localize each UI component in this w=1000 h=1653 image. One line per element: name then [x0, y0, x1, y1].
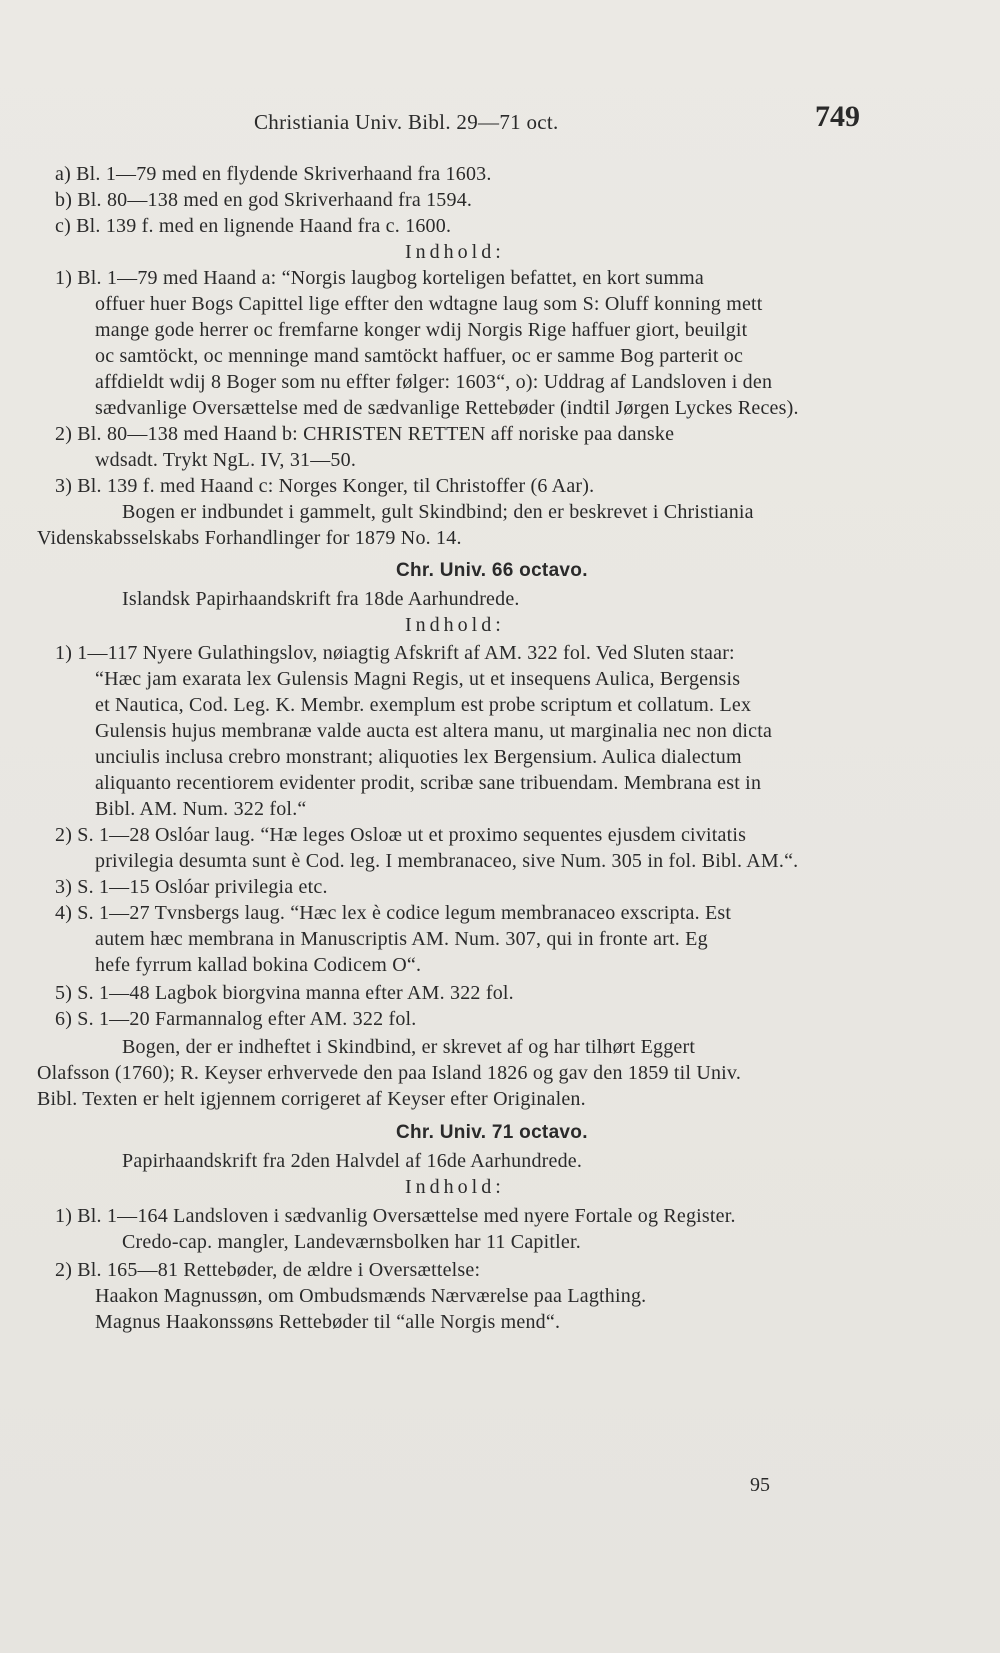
item-line: 4) S. 1—27 Tvnsbergs laug. “Hæc lex è codice legum membranaceo exscripta. Est: [55, 902, 732, 924]
item-line: Credo-cap. mangler, Landeværnsbolken har 11 Capitler.: [122, 1231, 581, 1253]
item-line: autem hæc membrana in Manuscriptis AM. Num. 307, qui in fronte art. Eg: [95, 928, 708, 950]
item-line: Haakon Magnussøn, om Ombudsmænds Nærværelse paa Lagthing.: [95, 1285, 647, 1307]
paragraph-line: Videnskabsselskabs Forhandlinger for 1879 No. 14.: [37, 527, 462, 549]
item-line: aliquanto recentiorem evidenter prodit, scribæ sane tribuendam. Membrana est in: [95, 772, 762, 794]
item-line: “Hæc jam exarata lex Gulensis Magni Regis, ut et insequens Aulica, Bergensis: [95, 668, 741, 690]
paragraph-line: Bibl. Texten er helt igjennem corrigeret af Keyser efter Originalen.: [37, 1088, 586, 1110]
item-line: mange gode herrer oc fremfarne konger wdij Norgis Rige haffuer giort, beuilgit: [95, 319, 748, 341]
item-line: 2) Bl. 80—138 med Haand b: CHRISTEN RETTEN aff noriske paa danske: [55, 423, 675, 445]
item-line: Magnus Haakonssøns Rettebøder til “alle Norgis mend“.: [95, 1311, 561, 1333]
item-line: 2) S. 1—28 Oslóar laug. “Hæ leges Osloæ ut et proximo sequentes ejusdem civitatis: [55, 824, 747, 846]
section-subtitle: Papirhaandskrift fra 2den Halvdel af 16de Aarhundrede.: [122, 1150, 583, 1172]
item-line: privilegia desumta sunt è Cod. leg. I membranaceo, sive Num. 305 in fol. Bibl. AM.“.: [95, 850, 799, 872]
paragraph-line: Bogen er indbundet i gammelt, gult Skindbind; den er beskrevet i Christiania: [122, 501, 754, 523]
item-line: 5) S. 1—48 Lagbok biorgvina manna efter AM. 322 fol.: [55, 982, 514, 1004]
item-line: sædvanlige Oversættelse med de sædvanlige Rettebøder (indtil Jørgen Lyckes Reces).: [95, 397, 799, 419]
part-b: b) Bl. 80—138 med en god Skriverhaand fra 1594.: [55, 189, 473, 211]
item-line: et Nautica, Cod. Leg. K. Membr. exemplum est probe scriptum et collatum. Lex: [95, 694, 752, 716]
paragraph-line: Olafsson (1760); R. Keyser erhvervede den paa Island 1826 og gav den 1859 til Univ.: [37, 1062, 742, 1084]
item-line: hefe fyrrum kallad bokina Codicem O“.: [95, 954, 422, 976]
item-line: Gulensis hujus membranæ valde aucta est altera manu, ut marginalia nec non dicta: [95, 720, 773, 742]
item-line: 1) Bl. 1—164 Landsloven i sædvanlig Oversættelse med nyere Fortale og Register.: [55, 1205, 736, 1227]
item-line: unciulis inclusa crebro monstrant; aliquoties lex Bergensium. Aulica dialectum: [95, 746, 742, 768]
item-line: Bibl. AM. Num. 322 fol.“: [95, 798, 307, 820]
item-line: wdsadt. Trykt NgL. IV, 31—50.: [95, 449, 357, 471]
contents-heading: Indhold:: [405, 1176, 505, 1198]
part-a: a) Bl. 1—79 med en flydende Skriverhaand fra 1603.: [55, 163, 492, 185]
item-line: affdieldt wdij 8 Boger som nu effter følger: 1603“, o): Uddrag af Landsloven i den: [95, 371, 773, 393]
item-line: offuer huer Bogs Capittel lige effter den wdtagne laug som S: Oluff konning mett: [95, 293, 763, 315]
item-line: 3) S. 1—15 Oslóar privilegia etc.: [55, 876, 328, 898]
part-c: c) Bl. 139 f. med en lignende Haand fra c. 1600.: [55, 215, 452, 237]
running-header: Christiania Univ. Bibl. 29—71 oct.: [254, 110, 559, 134]
signature-number: 95: [750, 1474, 770, 1496]
contents-heading: Indhold:: [405, 614, 505, 636]
section-heading: Chr. Univ. 71 octavo.: [396, 1122, 588, 1143]
item-line: 3) Bl. 139 f. med Haand c: Norges Konger, til Christoffer (6 Aar).: [55, 475, 595, 497]
item-line: 1) 1—117 Nyere Gulathingslov, nøiagtig Afskrift af AM. 322 fol. Ved Sluten staar:: [55, 642, 735, 664]
section-subtitle: Islandsk Papirhaandskrift fra 18de Aarhundrede.: [122, 588, 520, 610]
paragraph-line: Bogen, der er indheftet i Skindbind, er skrevet af og har tilhørt Eggert: [122, 1036, 696, 1058]
section-heading: Chr. Univ. 66 octavo.: [396, 560, 588, 581]
page-number: 749: [815, 100, 860, 133]
item-line: 6) S. 1—20 Farmannalog efter AM. 322 fol.: [55, 1008, 417, 1030]
item-line: 2) Bl. 165—81 Rettebøder, de ældre i Oversættelse:: [55, 1259, 481, 1281]
contents-heading: Indhold:: [405, 241, 505, 263]
item-line: oc samtöckt, oc menninge mand samtöckt haffuer, oc er samme Bog parterit oc: [95, 345, 744, 367]
item-line: 1) Bl. 1—79 med Haand a: “Norgis laugbog korteligen befattet, en kort summa: [55, 267, 704, 289]
